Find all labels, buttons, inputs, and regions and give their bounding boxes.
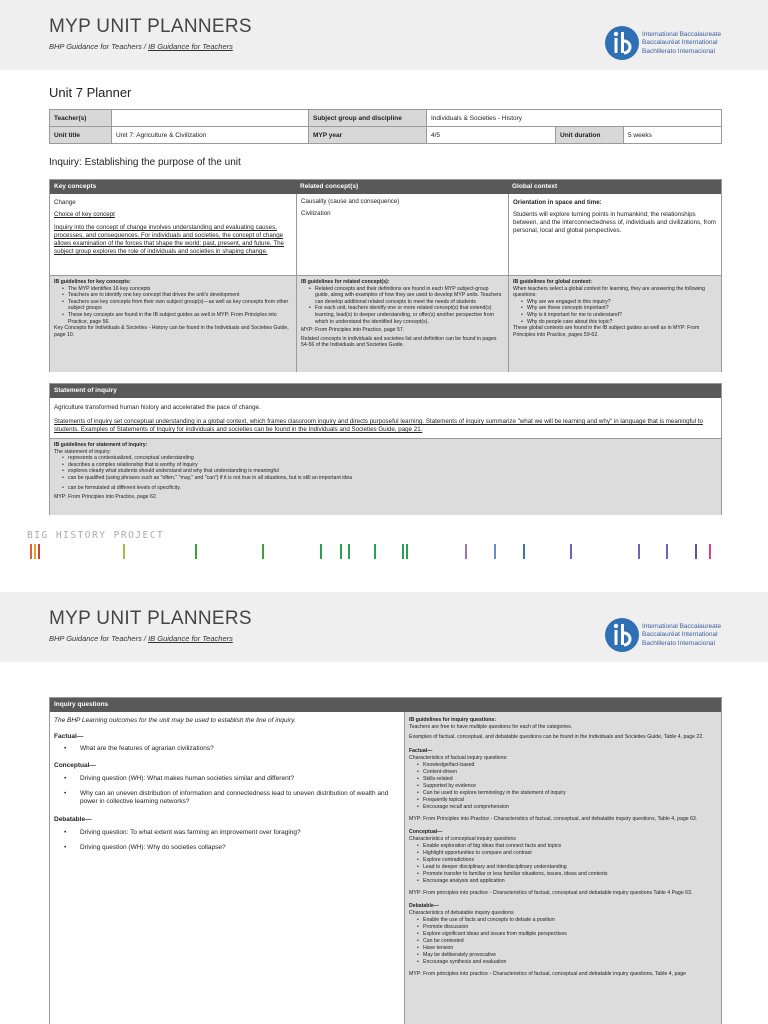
related-guide-item: • For each unit, teachers identify one or more related concept(s) that extend(s) learning, lead(s) to deeper understanding, or offer(s) another perspective from which to understand the identified key concept(s). xyxy=(309,305,504,325)
key-guide-item: • Teachers use key concepts from their own subject group(s)—as well as key concepts from other subject groups xyxy=(62,299,292,312)
conceptual-question: • Driving question (WH): What makes human societies similar and different? xyxy=(64,775,400,784)
guide-conceptual-item: • Encourage analysis and application xyxy=(417,878,717,885)
guide-debatable-item: • Explore significant ideas and issues from multiple perspectives xyxy=(417,931,717,938)
key-concepts-head: Key concepts xyxy=(54,183,97,190)
key-concept-description: Inquiry into the concept of change involves understanding and evaluating causes, processes, and consequences. For individuals and societies, the concept of change allows examination of the forces that shape the world: past, present, and future. The subject group explores the role of individuals and societies in shaping change. xyxy=(54,224,284,255)
factual-label: Factual— xyxy=(54,732,84,740)
global-context-description: Students will explore turning points in humankind; the relationships between, and the interconnectedness of, individuals and civilizations, from personal, local and global perspectives. xyxy=(513,211,716,234)
guide-debatable-item: • Can be contested xyxy=(417,938,717,945)
ib-guidance-link[interactable]: IB Guidance for Teachers xyxy=(148,634,233,643)
timeline-bar xyxy=(195,544,197,559)
timeline-bar xyxy=(34,544,36,559)
debatable-question: • Driving question (WH): Why do societies collapse? xyxy=(64,844,400,853)
concepts-head xyxy=(50,180,721,194)
global-guide-item: • Why is it important for me to understand? xyxy=(521,312,717,319)
key-guide-note: Key Concepts for Individuals & Societies - History can be found in the Individuals and Societies Guide, page 10. xyxy=(54,325,289,338)
guide-factual-item: • Knowledge/fact-based xyxy=(417,762,717,769)
subject-label: Subject group and discipline xyxy=(309,110,427,127)
ib-guidance-link[interactable]: IB Guidance for Teachers xyxy=(148,42,233,51)
key-guide-title: IB guidelines for key concepts: xyxy=(54,279,131,285)
guide-debatable-item: • May be deliberately provocative xyxy=(417,952,717,959)
statement-guide-title: IB guidelines for statement of inquiry: xyxy=(54,442,148,448)
guide-debatable-label: Debatable— xyxy=(409,903,439,909)
inquiry-section-title: Inquiry: Establishing the purpose of the unit xyxy=(49,157,241,168)
timeline-bar xyxy=(38,544,40,559)
statement-guide-item: • represents a contextualized, conceptual understanding xyxy=(62,455,717,462)
related-guide-note: MYP: From Principles into Practice, page 57. xyxy=(301,327,405,334)
teachers-label: Teacher(s) xyxy=(50,110,112,127)
conceptual-label: Conceptual— xyxy=(54,761,96,769)
timeline-bar xyxy=(406,544,408,559)
inquiry-questions-cell xyxy=(54,717,400,852)
ib-text-es: Bachillerato Internacional xyxy=(642,639,715,647)
timeline-bar xyxy=(638,544,640,559)
key-concept-choice: Choice of key concept xyxy=(54,211,115,218)
year-label: MYP year xyxy=(309,127,427,144)
header-title: MYP UNIT PLANNERS xyxy=(49,16,252,37)
unit-info-table xyxy=(49,109,722,144)
guide-factual-note: MYP: From Principles into Practice - Characteristics of factual, conceptual, and debatable inquiry questions, Table 4, page 63. xyxy=(409,816,698,822)
global-context-cell xyxy=(513,199,718,235)
inquiry-guidelines xyxy=(405,712,721,1024)
guide-conceptual-item: • Lead to deeper disciplinary and interdisciplinary understanding xyxy=(417,864,717,871)
related-concept-civilization: Civilization xyxy=(301,210,331,217)
key-guide-item: • Teachers are to identify one key concept that drives the unit's development xyxy=(62,292,292,299)
unit-title-value: Unit 7: Agriculture & Civilization xyxy=(112,127,309,144)
statement-guide-item: • can be formulated at different levels of specificity. xyxy=(62,485,717,492)
guide-conceptual-item: • Explore contradictions xyxy=(417,857,717,864)
timeline-bar xyxy=(523,544,525,559)
inquiry-intro: The BHP Learning outcomes for the unit may be used to establish the line of inquiry. xyxy=(54,717,296,724)
big-history-project-logo: BIG HISTORY PROJECT xyxy=(27,530,165,541)
concepts-box xyxy=(49,179,722,372)
global-guide-item: • Why do people care about this topic? xyxy=(521,319,717,326)
statement-text: Agriculture transformed human history and accelerated the pace of change. xyxy=(54,404,261,411)
conceptual-question: • Why can an uneven distribution of information and connectedness lead to uneven distribution of wealth and power in collective learning networks? xyxy=(64,790,400,807)
related-concept-causality: Causality (cause and consequence) xyxy=(301,198,400,205)
statement-guide-item: • describes a complex relationship that is worthy of inquiry xyxy=(62,462,717,469)
debatable-label: Debatable— xyxy=(54,815,92,823)
timeline-bar xyxy=(262,544,264,559)
related-concepts-cell xyxy=(301,198,505,218)
header-title: MYP UNIT PLANNERS xyxy=(49,608,252,629)
guide-factual-item: • Supported by evidence xyxy=(417,783,717,790)
timeline-bar xyxy=(695,544,697,559)
global-guide-note: These global contexts are found in the IB subject guides as well as in MYP: From Principles into Practice, pages 59-62. xyxy=(513,325,700,338)
teachers-value xyxy=(112,110,309,127)
inquiry-guide-examples: Examples of factual, conceptual, and debatable questions can be found in the Individuals and Societies Guide, Table 4, page 22. xyxy=(409,734,704,740)
ib-text-fr: Baccalauréat International xyxy=(642,631,718,639)
related-guide-item: • Related concepts and their definitions are found in each MYP subject-group guide, along with examples of how they are used to develop MYP units. Teachers can develop additional related concepts to meet the needs of students xyxy=(309,286,504,306)
global-guide-title: IB guidelines for global context: xyxy=(513,279,592,285)
statement-head: Statement of inquiry xyxy=(50,384,721,398)
global-context-title: Orientation in space and time: xyxy=(513,199,602,206)
timeline-bar xyxy=(30,544,32,559)
subtitle-prefix: BHP Guidance for Teachers / xyxy=(49,42,149,51)
timeline-bar xyxy=(494,544,496,559)
guide-factual-item: • Content-driven xyxy=(417,769,717,776)
guide-debatable-item: • Enable the use of facts and concepts to debate a position xyxy=(417,917,717,924)
ib-text-fr: Baccalauréat International xyxy=(642,39,718,47)
statement-box xyxy=(49,383,722,515)
guide-factual-item: • Encourage recall and comprehension xyxy=(417,804,717,811)
guide-debatable-intro: Characteristics of debatable inquiry questions xyxy=(409,910,514,916)
header-subtitle xyxy=(49,42,233,51)
related-concepts-head: Related concept(s) xyxy=(300,183,359,190)
ib-logo-icon xyxy=(604,25,640,61)
inquiry-guide-intro: Teachers are free to have multiple questions for each of the categories. xyxy=(409,724,573,730)
subtitle-prefix: BHP Guidance for Teachers / xyxy=(49,634,149,643)
key-concepts-guidelines xyxy=(50,276,296,372)
guide-conceptual-item: • Promote transfer to familiar or less familiar situations, issues, ideas and contexts xyxy=(417,871,717,878)
inquiry-questions-box xyxy=(49,697,722,1024)
duration-value: 5 weeks xyxy=(624,127,722,144)
guide-factual-label: Factual— xyxy=(409,748,433,754)
guide-conceptual-intro: Characteristics of conceptual inquiry questions xyxy=(409,836,516,842)
page2-header xyxy=(0,592,768,662)
statement-guide-item: • can be qualified (using phrases such as "often," "may," and "can") if it is not true in all situations, but is still an important idea xyxy=(62,475,717,482)
debatable-question: • Driving question: To what extent was farming an improvement over foraging? xyxy=(64,829,400,838)
ib-text-es: Bachillerato Internacional xyxy=(642,47,715,55)
ib-text-en: International Baccalaureate xyxy=(642,623,722,630)
guide-conceptual-note: MYP: From principles into practice - Characteristics of factual, conceptual and debatable inquiry questions Table 4 Page 63. xyxy=(409,890,693,896)
related-concepts-guidelines xyxy=(297,276,508,372)
statement-guidelines xyxy=(50,439,721,515)
guide-factual-intro: Characteristics of factual inquiry questions: xyxy=(409,755,508,761)
global-guide-item: • Why are we engaged in this inquiry? xyxy=(521,299,717,306)
unit-title: Unit 7 Planner xyxy=(49,85,132,100)
statement-guide-item: • explores clearly what students should understand and why that understanding is meaningful xyxy=(62,468,717,475)
guide-conceptual-item: • Enable exploration of big ideas that connect facts and topics xyxy=(417,843,717,850)
key-guide-item: • These key concepts are found in the IB subject guides as well in MYP: From Principles into Practice, page 56. xyxy=(62,312,292,325)
related-guide-title: IB guidelines for related concept(s): xyxy=(301,279,390,285)
unit-title-label: Unit title xyxy=(50,127,112,144)
guide-factual-item: • Frequently topical xyxy=(417,797,717,804)
timeline-bar xyxy=(123,544,125,559)
duration-label: Unit duration xyxy=(556,127,624,144)
timeline-bar xyxy=(709,544,711,559)
timeline-bar xyxy=(402,544,404,559)
ib-logo-icon xyxy=(604,617,640,653)
factual-question: • What are the features of agrarian civilizations? xyxy=(64,745,400,754)
subject-value: Individuals & Societies - History xyxy=(427,110,722,127)
guide-factual-item: • Skills-related xyxy=(417,776,717,783)
ib-text-en: International Baccalaureate xyxy=(642,31,722,38)
global-guide-intro: When teachers select a global context for learning, they are answering the following questions: xyxy=(513,285,706,299)
year-value: 4/5 xyxy=(427,127,556,144)
inquiry-questions-head: Inquiry questions xyxy=(50,698,721,712)
inquiry-guide-title: IB guidelines for inquiry questions: xyxy=(409,717,497,723)
global-guide-item: • Why are these concepts important? xyxy=(521,305,717,312)
timeline-bar xyxy=(666,544,668,559)
timeline-bar xyxy=(348,544,350,559)
key-concepts-cell xyxy=(54,199,292,256)
timeline-bar xyxy=(340,544,342,559)
timeline-bar xyxy=(465,544,467,559)
statement-guide-note: MYP: From Principles into Practice, page 62. xyxy=(54,494,158,501)
page1-header xyxy=(0,0,768,70)
guide-conceptual-label: Conceptual— xyxy=(409,829,443,835)
guide-debatable-item: • Promote discussion xyxy=(417,924,717,931)
key-guide-item: • The MYP identifies 16 key concepts xyxy=(62,286,292,293)
guide-debatable-note: MYP: From principles into practice - Characteristics of factual, conceptual and debatable inquiry questions, Table 4, page xyxy=(409,971,687,977)
related-guide-note: Related concepts in individuals and societies list and definition can be found in pages 54-56 of the Individuals and Societies Guide. xyxy=(301,335,497,349)
key-concept-change: Change xyxy=(54,199,76,206)
statement-guide-intro: The statement of inquiry: xyxy=(54,448,112,455)
guide-factual-item: • Can be used to explore terminology in the statement of inquiry xyxy=(417,790,717,797)
guide-conceptual-item: • Highlight opportunities to compare and contrast xyxy=(417,850,717,857)
global-context-guidelines xyxy=(509,276,721,372)
statement-description: Statements of inquiry set conceptual understanding in a global context, which frames classroom inquiry and directs purposeful learning. Statements of inquiry summarize "what we will be learning and why" in language that is meaningful to students. Examples of Statements of Inquiry for individuals and societies can be found in the Individuals and Societies Guide, page 21. xyxy=(54,418,703,433)
timeline-bar xyxy=(374,544,376,559)
timeline-bar xyxy=(320,544,322,559)
guide-debatable-item: • Encourage synthesis and evaluation xyxy=(417,959,717,966)
guide-debatable-item: • Have tension xyxy=(417,945,717,952)
global-context-head: Global context xyxy=(512,183,558,190)
timeline-bar xyxy=(570,544,572,559)
header-subtitle xyxy=(49,634,233,643)
ib-text xyxy=(642,623,721,648)
ib-text xyxy=(642,31,721,56)
